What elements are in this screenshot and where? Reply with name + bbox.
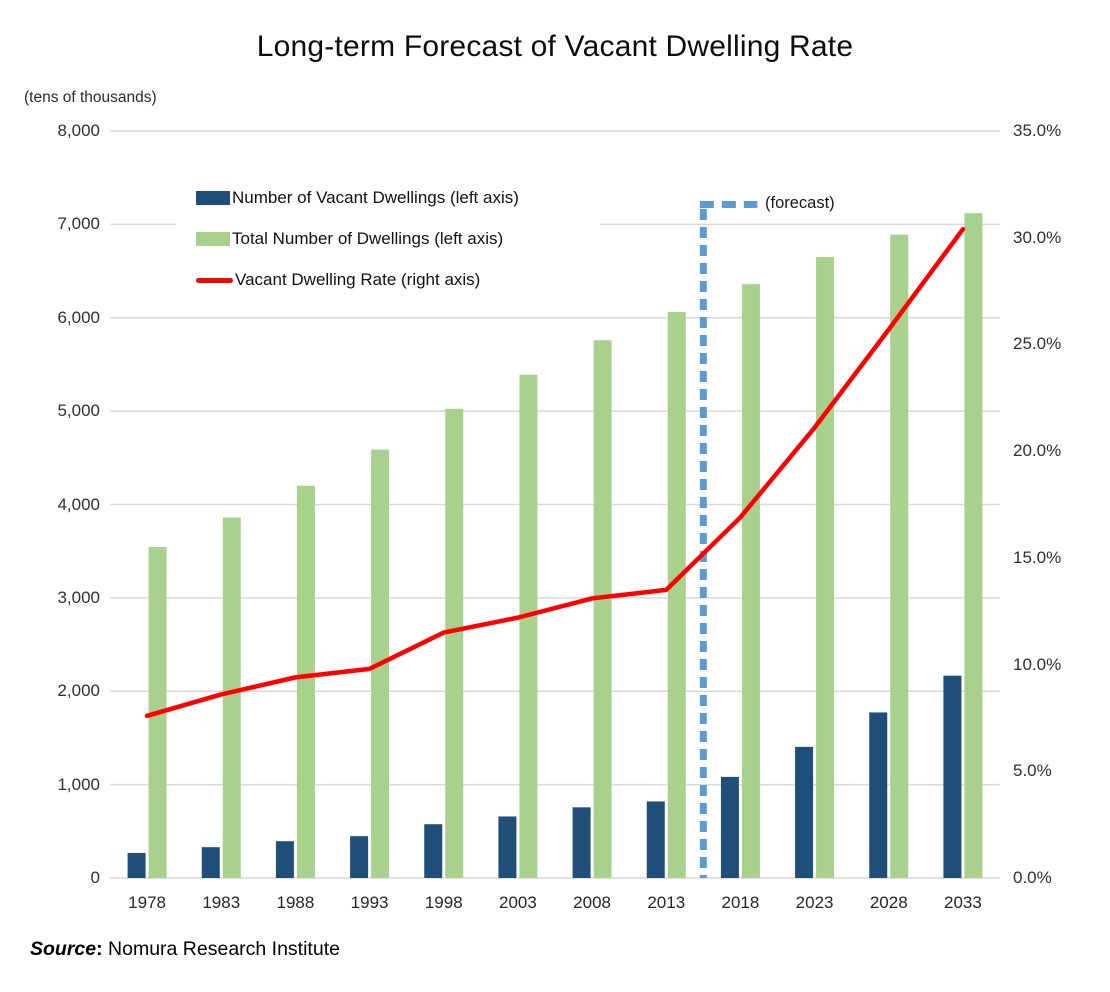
legend-item-vacant-rate [196,266,480,294]
chart-title: Long-term Forecast of Vacant Dwelling Rate [256,30,854,63]
vacant-dwellings-bar-1983 [202,847,220,878]
vacant-dwellings-bar-1998 [424,824,442,878]
x-axis-tick-label-1988: 1988 [276,893,315,912]
x-axis-tick-label-1983: 1983 [202,893,241,912]
right-axis-tick-label: 20.0% [1013,441,1062,461]
x-axis-tick-label-2033: 2033 [943,893,982,912]
total-dwellings-bar-1988 [297,486,315,878]
legend-label-total-dwellings: Total Number of Dwellings (left axis) [232,229,504,248]
left-axis-tick-label: 0 [90,868,100,887]
right-axis-tick-label: 35.0% [1013,121,1062,140]
vacant-dwellings-bar-2033 [943,676,961,878]
source-note [30,938,340,961]
vacant-rate-line-swatch-icon [196,278,233,283]
right-axis-tick-label: 15.0% [1013,547,1062,567]
right-axis-tick-label: 0.0% [1013,868,1052,887]
source-text: Nomura Research Institute [102,938,340,960]
left-axis-tick-label: 4,000 [57,494,100,514]
total-dwellings-bar-1998 [445,409,463,878]
vacant-dwellings-bar-2023 [795,747,813,878]
vacant-dwellings-bar-1993 [350,836,368,878]
vacant-dwellings-swatch-icon [196,191,230,205]
x-axis-tick-label-2028: 2028 [869,893,908,912]
legend-label-vacant-rate: Vacant Dwelling Rate (right axis) [235,270,481,289]
left-axis-tick-label: 3,000 [57,587,100,607]
legend-item-total-dwellings [196,225,503,253]
vacant-dwellings-bar-1978 [128,853,146,878]
total-dwellings-bar-2018 [742,284,760,878]
legend-item-vacant-dwellings [196,184,519,212]
left-axis-tick-label: 7,000 [57,214,100,234]
source-colon: : [96,938,103,960]
left-axis-unit-label: (tens of thousands) [24,89,157,106]
vacant-dwellings-bar-1988 [276,841,294,878]
total-dwellings-bar-2028 [890,235,908,878]
total-dwellings-swatch-icon [196,232,230,246]
vacant-rate-line [147,229,963,716]
source-label: Source [30,938,97,960]
x-axis-tick-label-2003: 2003 [498,893,537,912]
right-axis-tick-label: 10.0% [1013,654,1062,674]
left-axis-tick-label: 6,000 [57,307,100,327]
total-dwellings-bar-1983 [223,517,241,878]
vacant-dwellings-bar-2003 [498,816,516,878]
left-axis-tick-label: 1,000 [57,774,100,794]
x-axis-tick-label-1998: 1998 [424,893,463,912]
legend-label-vacant-dwellings: Number of Vacant Dwellings (left axis) [232,188,519,207]
x-axis-tick-label-2018: 2018 [721,893,760,912]
right-axis-tick-label: 5.0% [1013,761,1052,781]
x-axis-tick-label-1978: 1978 [128,893,166,912]
total-dwellings-bar-2023 [816,257,834,878]
legend [176,178,600,298]
x-axis-tick-label-2023: 2023 [795,893,834,912]
left-axis-tick-label: 5,000 [57,401,100,421]
total-dwellings-bar-2008 [594,340,612,878]
right-axis-tick-label: 25.0% [1013,334,1062,354]
total-dwellings-bar-2013 [668,312,686,878]
vacant-dwellings-bar-2013 [647,801,665,878]
x-axis-tick-label-2013: 2013 [647,893,686,912]
total-dwellings-bar-2033 [964,213,982,878]
total-dwellings-bar-2003 [519,375,537,878]
forecast-annotation-label: (forecast) [765,194,835,212]
vacant-dwellings-bar-2018 [721,777,739,878]
left-axis-tick-label: 8,000 [57,121,100,140]
vacant-dwellings-bar-2028 [869,712,887,878]
x-axis-tick-label-2008: 2008 [573,893,611,912]
vacant-dwellings-bar-2008 [573,807,591,878]
left-axis-tick-label: 2,000 [57,681,100,701]
right-axis-tick-label: 30.0% [1013,227,1062,247]
x-axis-tick-label-1993: 1993 [350,893,389,912]
